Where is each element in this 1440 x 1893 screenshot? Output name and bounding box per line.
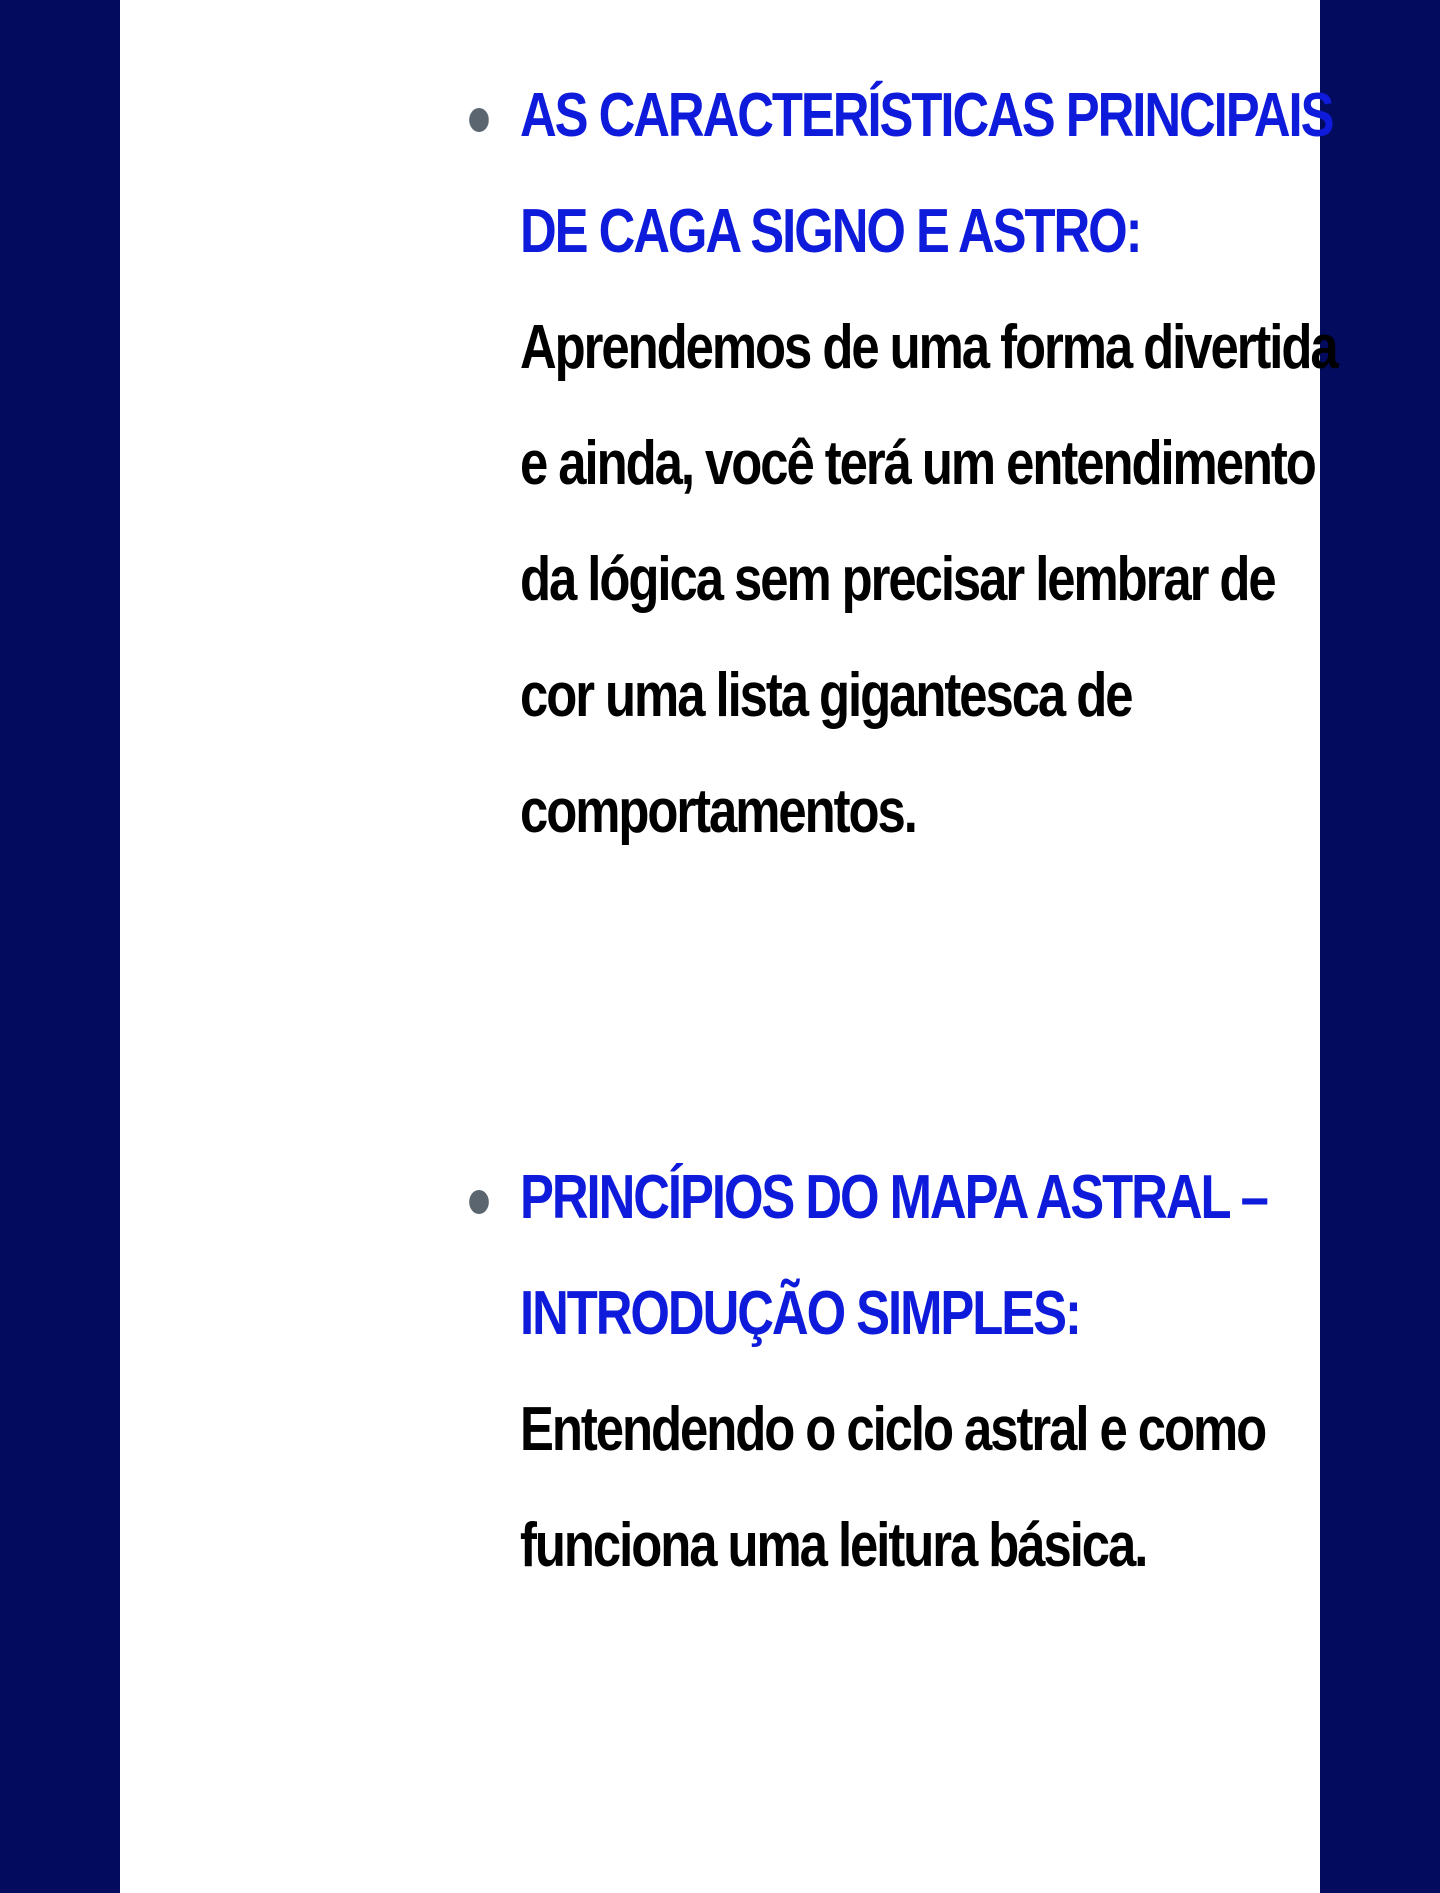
list-item [520, 1140, 1340, 1604]
list-item [520, 58, 1340, 870]
bullet-icon [469, 108, 489, 132]
topic-description: Aprendemos de uma forma divertida e ainda, você terá um entendimento da lógica sem precisar lembrar de cor uma lista gigantesca de comportamentos. [520, 313, 1337, 846]
topic-description: Entendendo o ciclo astral e como funciona uma leitura básica. [520, 1395, 1266, 1580]
topic-heading: PRINCÍPIOS DO MAPA ASTRAL – INTRODUÇÃO SIMPLES: [520, 1163, 1267, 1348]
course-topics-list [520, 58, 1340, 1604]
content-panel [120, 0, 1337, 1893]
bullet-icon [469, 1190, 489, 1214]
topic-heading: AS CARACTERÍSTICAS PRINCIPAIS DE CAGA SIGNO E ASTRO: [520, 81, 1333, 266]
